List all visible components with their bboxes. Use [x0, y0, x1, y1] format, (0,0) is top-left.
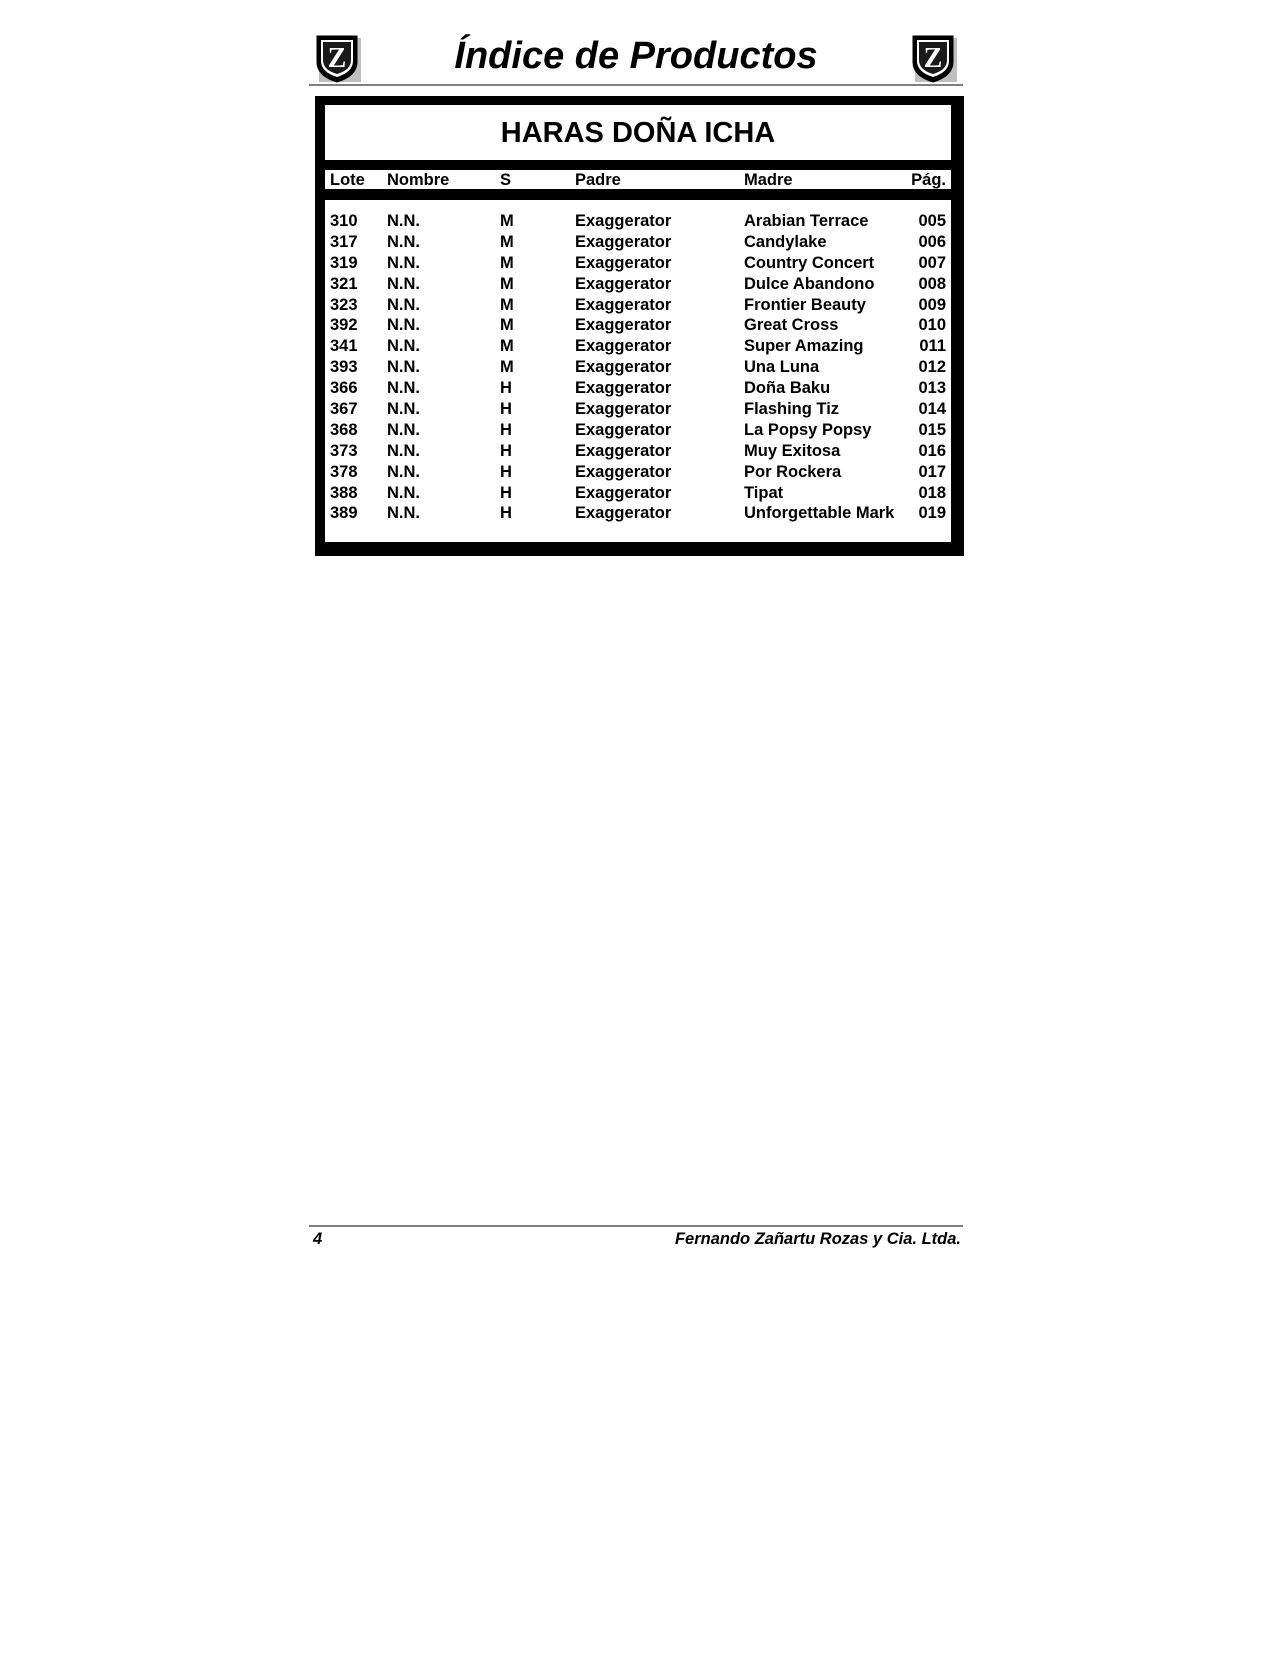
cell-madre: La Popsy Popsy	[744, 420, 872, 439]
cell-madre: Frontier Beauty	[744, 295, 866, 314]
cell-lote: 317	[330, 232, 358, 251]
column-header-nombre: Nombre	[387, 171, 450, 189]
cell-sex: M	[500, 232, 514, 251]
cell-nombre: N.N.	[387, 212, 420, 230]
cell-sex: H	[500, 504, 512, 523]
cell-lote: 319	[330, 253, 358, 272]
cell-sex: M	[500, 316, 514, 335]
cell-nombre: N.N.	[387, 462, 420, 481]
cell-sex: H	[500, 462, 512, 481]
cell-lote: 392	[330, 316, 358, 335]
cell-page: 015	[918, 420, 946, 439]
logo-letter: Z	[923, 43, 943, 74]
cell-nombre: N.N.	[387, 337, 420, 356]
table-row	[325, 315, 951, 336]
table-row	[325, 503, 951, 524]
cell-lote: 366	[330, 379, 358, 398]
cell-sex: H	[500, 379, 512, 398]
cell-madre: Country Concert	[744, 253, 875, 272]
table-row	[325, 420, 951, 441]
cell-madre: Arabian Terrace	[744, 212, 869, 230]
cell-madre: Una Luna	[744, 358, 820, 377]
cell-page: 010	[918, 316, 946, 335]
section-title-box	[325, 105, 951, 160]
cell-sex: M	[500, 212, 514, 230]
cell-padre: Exaggerator	[575, 253, 672, 272]
column-header-sex: S	[500, 171, 512, 189]
cell-lote: 321	[330, 274, 358, 293]
cell-padre: Exaggerator	[575, 358, 672, 377]
company-logo-icon	[909, 32, 959, 84]
cell-madre: Candylake	[744, 232, 827, 251]
cell-padre: Exaggerator	[575, 504, 672, 523]
table-row	[325, 253, 951, 274]
table-row	[325, 211, 951, 232]
cell-sex: M	[500, 295, 514, 314]
cell-page: 012	[918, 358, 946, 377]
table-row	[325, 295, 951, 316]
table-header	[325, 170, 951, 189]
cell-padre: Exaggerator	[575, 379, 672, 398]
cell-page: 008	[918, 274, 946, 293]
cell-madre: Flashing Tiz	[744, 400, 840, 419]
cell-padre: Exaggerator	[575, 337, 672, 356]
cell-padre: Exaggerator	[575, 441, 672, 460]
cell-nombre: N.N.	[387, 274, 420, 293]
table-row	[325, 357, 951, 378]
cell-page: 013	[918, 379, 946, 398]
cell-page: 006	[918, 232, 946, 251]
cell-nombre: N.N.	[387, 504, 420, 523]
cell-sex: M	[500, 358, 514, 377]
cell-lote: 367	[330, 400, 358, 419]
table-row	[325, 274, 951, 295]
table-row	[325, 336, 951, 357]
cell-lote: 341	[330, 337, 358, 356]
cell-nombre: N.N.	[387, 441, 420, 460]
cell-padre: Exaggerator	[575, 274, 672, 293]
cell-sex: M	[500, 337, 514, 356]
product-index-frame	[315, 96, 964, 556]
page-footer	[309, 1225, 963, 1253]
cell-lote: 323	[330, 295, 358, 314]
cell-page: 018	[918, 483, 946, 502]
table-row	[325, 462, 951, 483]
cell-sex: M	[500, 253, 514, 272]
cell-page: 017	[918, 462, 946, 481]
cell-lote: 378	[330, 462, 358, 481]
cell-page: 019	[918, 504, 946, 523]
cell-madre: Super Amazing	[744, 337, 864, 356]
page-title: Índice de Productos	[454, 35, 818, 77]
cell-nombre: N.N.	[387, 316, 420, 335]
cell-lote: 310	[330, 212, 358, 230]
cell-page: 016	[918, 441, 946, 460]
column-header-madre: Madre	[744, 171, 793, 189]
table-body	[325, 200, 951, 542]
table-row	[325, 378, 951, 399]
cell-sex: H	[500, 483, 512, 502]
cell-nombre: N.N.	[387, 400, 420, 419]
cell-nombre: N.N.	[387, 253, 420, 272]
cell-lote: 368	[330, 420, 358, 439]
cell-padre: Exaggerator	[575, 316, 672, 335]
cell-madre: Great Cross	[744, 316, 839, 335]
table-row	[325, 441, 951, 462]
cell-sex: H	[500, 400, 512, 419]
cell-page: 014	[918, 400, 946, 419]
cell-lote: 373	[330, 441, 358, 460]
table-row	[325, 232, 951, 253]
section-title: HARAS DOÑA ICHA	[500, 117, 776, 149]
cell-sex: H	[500, 420, 512, 439]
company-name: Fernando Zañartu Rozas y Cia. Ltda.	[674, 1230, 961, 1248]
column-header-lote: Lote	[330, 171, 365, 189]
cell-nombre: N.N.	[387, 379, 420, 398]
cell-page: 009	[918, 295, 946, 314]
cell-lote: 389	[330, 504, 358, 523]
cell-padre: Exaggerator	[575, 483, 672, 502]
cell-nombre: N.N.	[387, 358, 420, 377]
cell-padre: Exaggerator	[575, 232, 672, 251]
table-header-row	[325, 170, 951, 189]
cell-padre: Exaggerator	[575, 462, 672, 481]
cell-sex: M	[500, 274, 514, 293]
cell-nombre: N.N.	[387, 295, 420, 314]
cell-lote: 393	[330, 358, 358, 377]
cell-lote: 388	[330, 483, 358, 502]
cell-nombre: N.N.	[387, 232, 420, 251]
table-row	[325, 483, 951, 504]
cell-page: 011	[919, 337, 946, 356]
cell-padre: Exaggerator	[575, 212, 672, 230]
cell-madre: Tipat	[744, 483, 784, 502]
cell-sex: H	[500, 441, 512, 460]
table-rows	[325, 211, 951, 524]
column-header-page: Pág.	[911, 171, 946, 189]
cell-madre: Por Rockera	[744, 462, 842, 481]
cell-padre: Exaggerator	[575, 295, 672, 314]
page-header	[309, 30, 963, 86]
cell-padre: Exaggerator	[575, 400, 672, 419]
cell-nombre: N.N.	[387, 483, 420, 502]
cell-madre: Unforgettable Mark	[744, 504, 895, 523]
cell-padre: Exaggerator	[575, 420, 672, 439]
cell-nombre: N.N.	[387, 420, 420, 439]
cell-page: 007	[918, 253, 946, 272]
page-number: 4	[313, 1230, 323, 1248]
logo-letter: Z	[327, 43, 347, 74]
cell-page: 005	[918, 212, 946, 230]
table-row	[325, 399, 951, 420]
cell-madre: Dulce Abandono	[744, 274, 875, 293]
column-header-padre: Padre	[575, 171, 621, 189]
cell-madre: Doña Baku	[744, 379, 831, 398]
cell-madre: Muy Exitosa	[744, 441, 841, 460]
